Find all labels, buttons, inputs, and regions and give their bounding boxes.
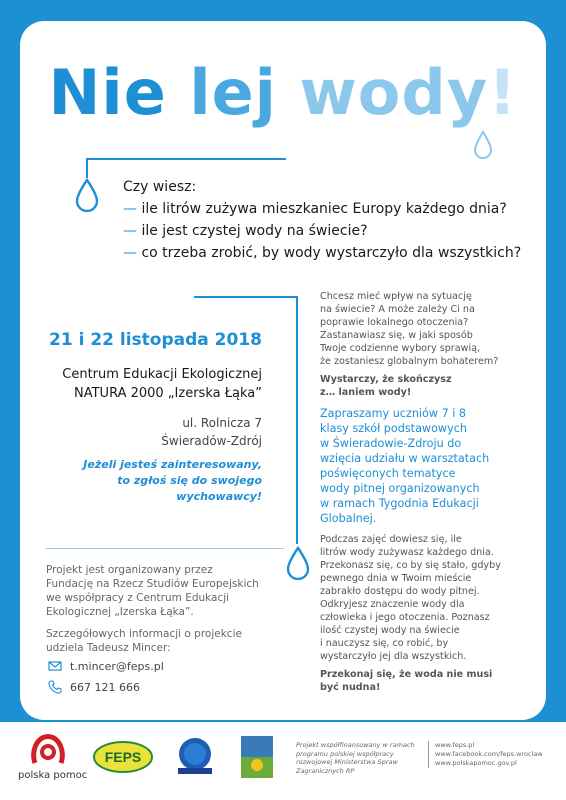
questions-intro: Czy wiesz:: [123, 179, 197, 195]
divider-line: [86, 158, 286, 160]
text-line: Twoje codzienne wybory sprawią,: [320, 343, 481, 354]
question-item: [123, 242, 523, 264]
cofinancing-note: [296, 741, 418, 775]
questions-block: [123, 176, 523, 264]
text-line: litrów wody zużywasz każdego dnia.: [320, 547, 494, 558]
text-line: Zastanawiasz się, w jaki sposób: [320, 330, 473, 341]
event-date: 21 i 22 listopada 2018: [49, 330, 262, 350]
text-line: i nauczysz się, co robić, by: [320, 638, 449, 649]
text-line: ilość czystej wody na świecie: [320, 625, 460, 636]
invite-text: [40, 457, 262, 505]
text-line: Odkryjesz znaczenie wody dla: [320, 599, 465, 610]
text-line: zabrakło dostępu do wody pitnej.: [320, 586, 480, 597]
venue-line: NATURA 2000 „Izerska Łąka”: [74, 386, 262, 401]
text-line: poświęconych tematyce: [320, 467, 456, 480]
title-word-3: wody: [299, 56, 489, 129]
right-paragraph-5: [320, 668, 520, 694]
text-line: udziela Tadeusz Mincer:: [46, 642, 171, 654]
text-line: wody pitnej organizowanych: [320, 482, 480, 495]
text-line: że zostaniesz globalnym bohaterem?: [320, 356, 499, 367]
text-line: Globalnej.: [320, 512, 377, 525]
polska-pomoc-label: polska pomoc: [18, 770, 88, 781]
phone-icon: [48, 680, 62, 694]
text-line: Wystarczy, że skończysz: [320, 374, 452, 385]
global-education-week-logo: [170, 736, 220, 778]
divider-line: [46, 548, 284, 549]
text-line: Podczas zajęć dowiesz się, ile: [320, 534, 462, 545]
footer-link[interactable]: www.facebook.com/feps.wroclaw: [435, 750, 543, 758]
footer-link[interactable]: www.feps.pl: [435, 741, 475, 749]
email-row[interactable]: [48, 658, 164, 674]
text-line: rozwojowej Ministerstwa Spraw: [296, 758, 398, 766]
question-text: ile litrów zużywa mieszkaniec Europy każdego dnia?: [141, 201, 507, 217]
dash: —: [123, 223, 137, 239]
water-drop-icon: [74, 178, 100, 212]
text-line: klasy szkół podstawowych: [320, 422, 467, 435]
text-line: na świecie? A może zależy Ci na: [320, 304, 475, 315]
izerska-laka-logo: [240, 735, 274, 779]
question-item: [123, 220, 523, 242]
organizer-paragraph: [46, 563, 276, 619]
invite-line: Jeżeli jesteś zainteresowany,: [83, 458, 262, 471]
text-line: we współpracy z Centrum Edukacji: [46, 592, 230, 604]
text-line: wzięcia udziału w warsztatach: [320, 452, 490, 465]
right-paragraph-3: [320, 406, 520, 526]
organizer-info: [46, 563, 276, 663]
email-link[interactable]: t.mincer@feps.pl: [70, 659, 164, 673]
page-title: [0, 58, 566, 128]
text-line: Fundację na Rzecz Studiów Europejskich: [46, 578, 259, 590]
contact-paragraph: [46, 627, 276, 655]
divider-line: [296, 296, 298, 544]
text-line: poprawie lokalnego otoczenia?: [320, 317, 469, 328]
invite-line: wychowawcy!: [176, 490, 262, 503]
venue-line: Centrum Edukacji Ekologicznej: [62, 367, 262, 382]
question-item: [123, 198, 523, 220]
right-paragraph-4: [320, 533, 520, 663]
text-line: Przekonasz się, co by się stało, gdyby: [320, 560, 501, 571]
invite-line: to zgłoś się do swojego: [117, 474, 262, 487]
text-line: w Świeradowie-Zdroju do: [320, 437, 462, 450]
phone-row: [48, 679, 140, 695]
text-line: Chcesz mieć wpływ na sytuację: [320, 291, 472, 302]
footer-link[interactable]: www.polskapomoc.gov.pl: [435, 759, 517, 767]
phone-number: 667 121 666: [70, 680, 140, 694]
footer-links: [428, 741, 558, 768]
divider-line: [86, 158, 88, 178]
text-line: pewnego dnia w Twoim mieście: [320, 573, 472, 584]
text-line: wystarczyło jej dla wszystkich.: [320, 651, 467, 662]
dash: —: [123, 201, 137, 217]
title-word-2: lej: [189, 56, 277, 129]
feps-logo: [92, 740, 154, 774]
text-line: człowieka i jego otoczenia. Poznasz: [320, 612, 490, 623]
text-line: Projekt jest organizowany przez: [46, 564, 213, 576]
title-word-1: Nie: [48, 56, 167, 129]
text-line: Projekt współfinansowany w ramach: [296, 741, 415, 749]
polska-pomoc-logo: [30, 733, 66, 767]
event-venue: [40, 365, 262, 403]
divider-line: [194, 296, 298, 298]
text-line: Szczegółowych informacji o projekcie: [46, 628, 242, 640]
event-address: [40, 414, 262, 450]
text-line: Zapraszamy uczniów 7 i 8: [320, 407, 467, 420]
text-line: programu polskiej współpracy: [296, 749, 394, 758]
dash: —: [123, 245, 137, 261]
right-paragraph-1: [320, 290, 520, 368]
right-paragraph-2: [320, 373, 520, 399]
question-text: co trzeba zrobić, by wody wystarczyło dla wszystkich?: [141, 245, 522, 261]
feps-label: FEPS: [104, 749, 142, 765]
text-line: Przekonaj się, że woda nie musi: [320, 669, 493, 680]
text-line: być nudna!: [320, 682, 381, 693]
address-line: Świeradów-Zdrój: [161, 434, 262, 448]
text-line: w ramach Tygodnia Edukacji: [320, 497, 479, 510]
mail-icon: [48, 659, 62, 673]
address-line: ul. Rolnicza 7: [182, 416, 262, 430]
question-text: ile jest czystej wody na świecie?: [141, 223, 368, 239]
water-drop-icon: [472, 130, 494, 160]
text-line: z… laniem wody!: [320, 387, 412, 398]
water-drop-icon: [285, 546, 311, 580]
text-line: Zagranicznych RP: [296, 766, 355, 775]
text-line: Ekologicznej „Izerska Łąka”.: [46, 606, 194, 618]
title-word-4: !: [488, 56, 518, 129]
